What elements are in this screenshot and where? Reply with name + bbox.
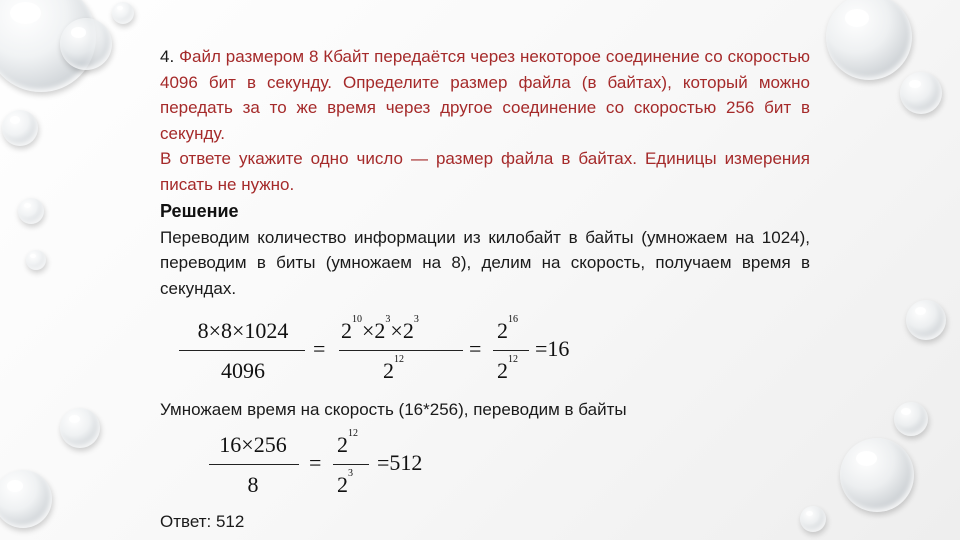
water-drop-decoration — [894, 402, 928, 436]
water-drop-decoration — [60, 18, 112, 70]
solution-step2: Умножаем время на скорость (16*256), переводим в байты — [160, 400, 627, 419]
fraction-line — [179, 350, 305, 351]
formula2-result: =512 — [377, 450, 423, 475]
water-drop-decoration — [112, 2, 134, 24]
equals-sign: = — [309, 450, 322, 475]
water-drop-decoration — [800, 506, 826, 532]
water-drop-decoration — [900, 72, 942, 114]
formula1-numerator2: $2^{10}\times 2^3\times 2^3$ — [341, 314, 419, 343]
formula2-numerator2: $2^{12}$ — [337, 428, 358, 457]
formula2-denominator: 8 — [247, 472, 259, 497]
water-drop-decoration — [60, 408, 100, 448]
formula2-denominator2: $2^3$ — [337, 468, 353, 497]
water-drop-decoration — [840, 438, 914, 512]
solution-step1: Переводим количество информации из килобайт в байты (умножаем на 1024), переводим в биты (умножаем на 8), делим на скорость, получаем время в секундах. — [160, 227, 810, 298]
formula1-denominator3: $2^{12}$ — [497, 354, 518, 383]
formula1-denominator: 4096 — [221, 358, 265, 383]
solution-heading: Решение — [160, 201, 239, 221]
formula2-numerator: 16×256 — [219, 432, 287, 457]
formula-time — [175, 314, 595, 392]
fraction-line — [333, 464, 369, 465]
task-text — [160, 44, 810, 146]
water-drop-decoration — [2, 110, 38, 146]
task-description: Файл размером 8 Кбайт передаётся через некоторое соединение со скоростью 4096 бит в секунду. Определите размер файла (в байтах), который можно передать за то же время через другое соединение со скоростью 256 бит в секунду. — [160, 47, 810, 143]
fraction-line — [493, 350, 529, 351]
water-drop-decoration — [18, 198, 44, 224]
water-drop-decoration — [826, 0, 912, 80]
equals-sign: = — [469, 336, 482, 361]
water-drop-decoration — [906, 300, 946, 340]
task-instruction: В ответе укажите одно число — размер файла в байтах. Единицы измерения писать не нужно. — [160, 149, 810, 194]
slide-content — [160, 44, 810, 301]
water-drop-decoration — [26, 250, 46, 270]
formula1-numerator: 8×8×1024 — [197, 318, 289, 343]
formula1-result: =16 — [535, 336, 570, 361]
fraction-line — [339, 350, 463, 351]
task-number: 4. — [160, 47, 175, 66]
equals-sign: = — [313, 336, 326, 361]
formula-size — [205, 430, 465, 504]
fraction-line — [209, 464, 299, 465]
formula1-numerator3: $2^{16}$ — [497, 314, 518, 343]
answer-text: Ответ: 512 — [160, 512, 245, 531]
water-drop-decoration — [0, 470, 52, 528]
formula1-denominator2: $2^{12}$ — [383, 354, 404, 383]
